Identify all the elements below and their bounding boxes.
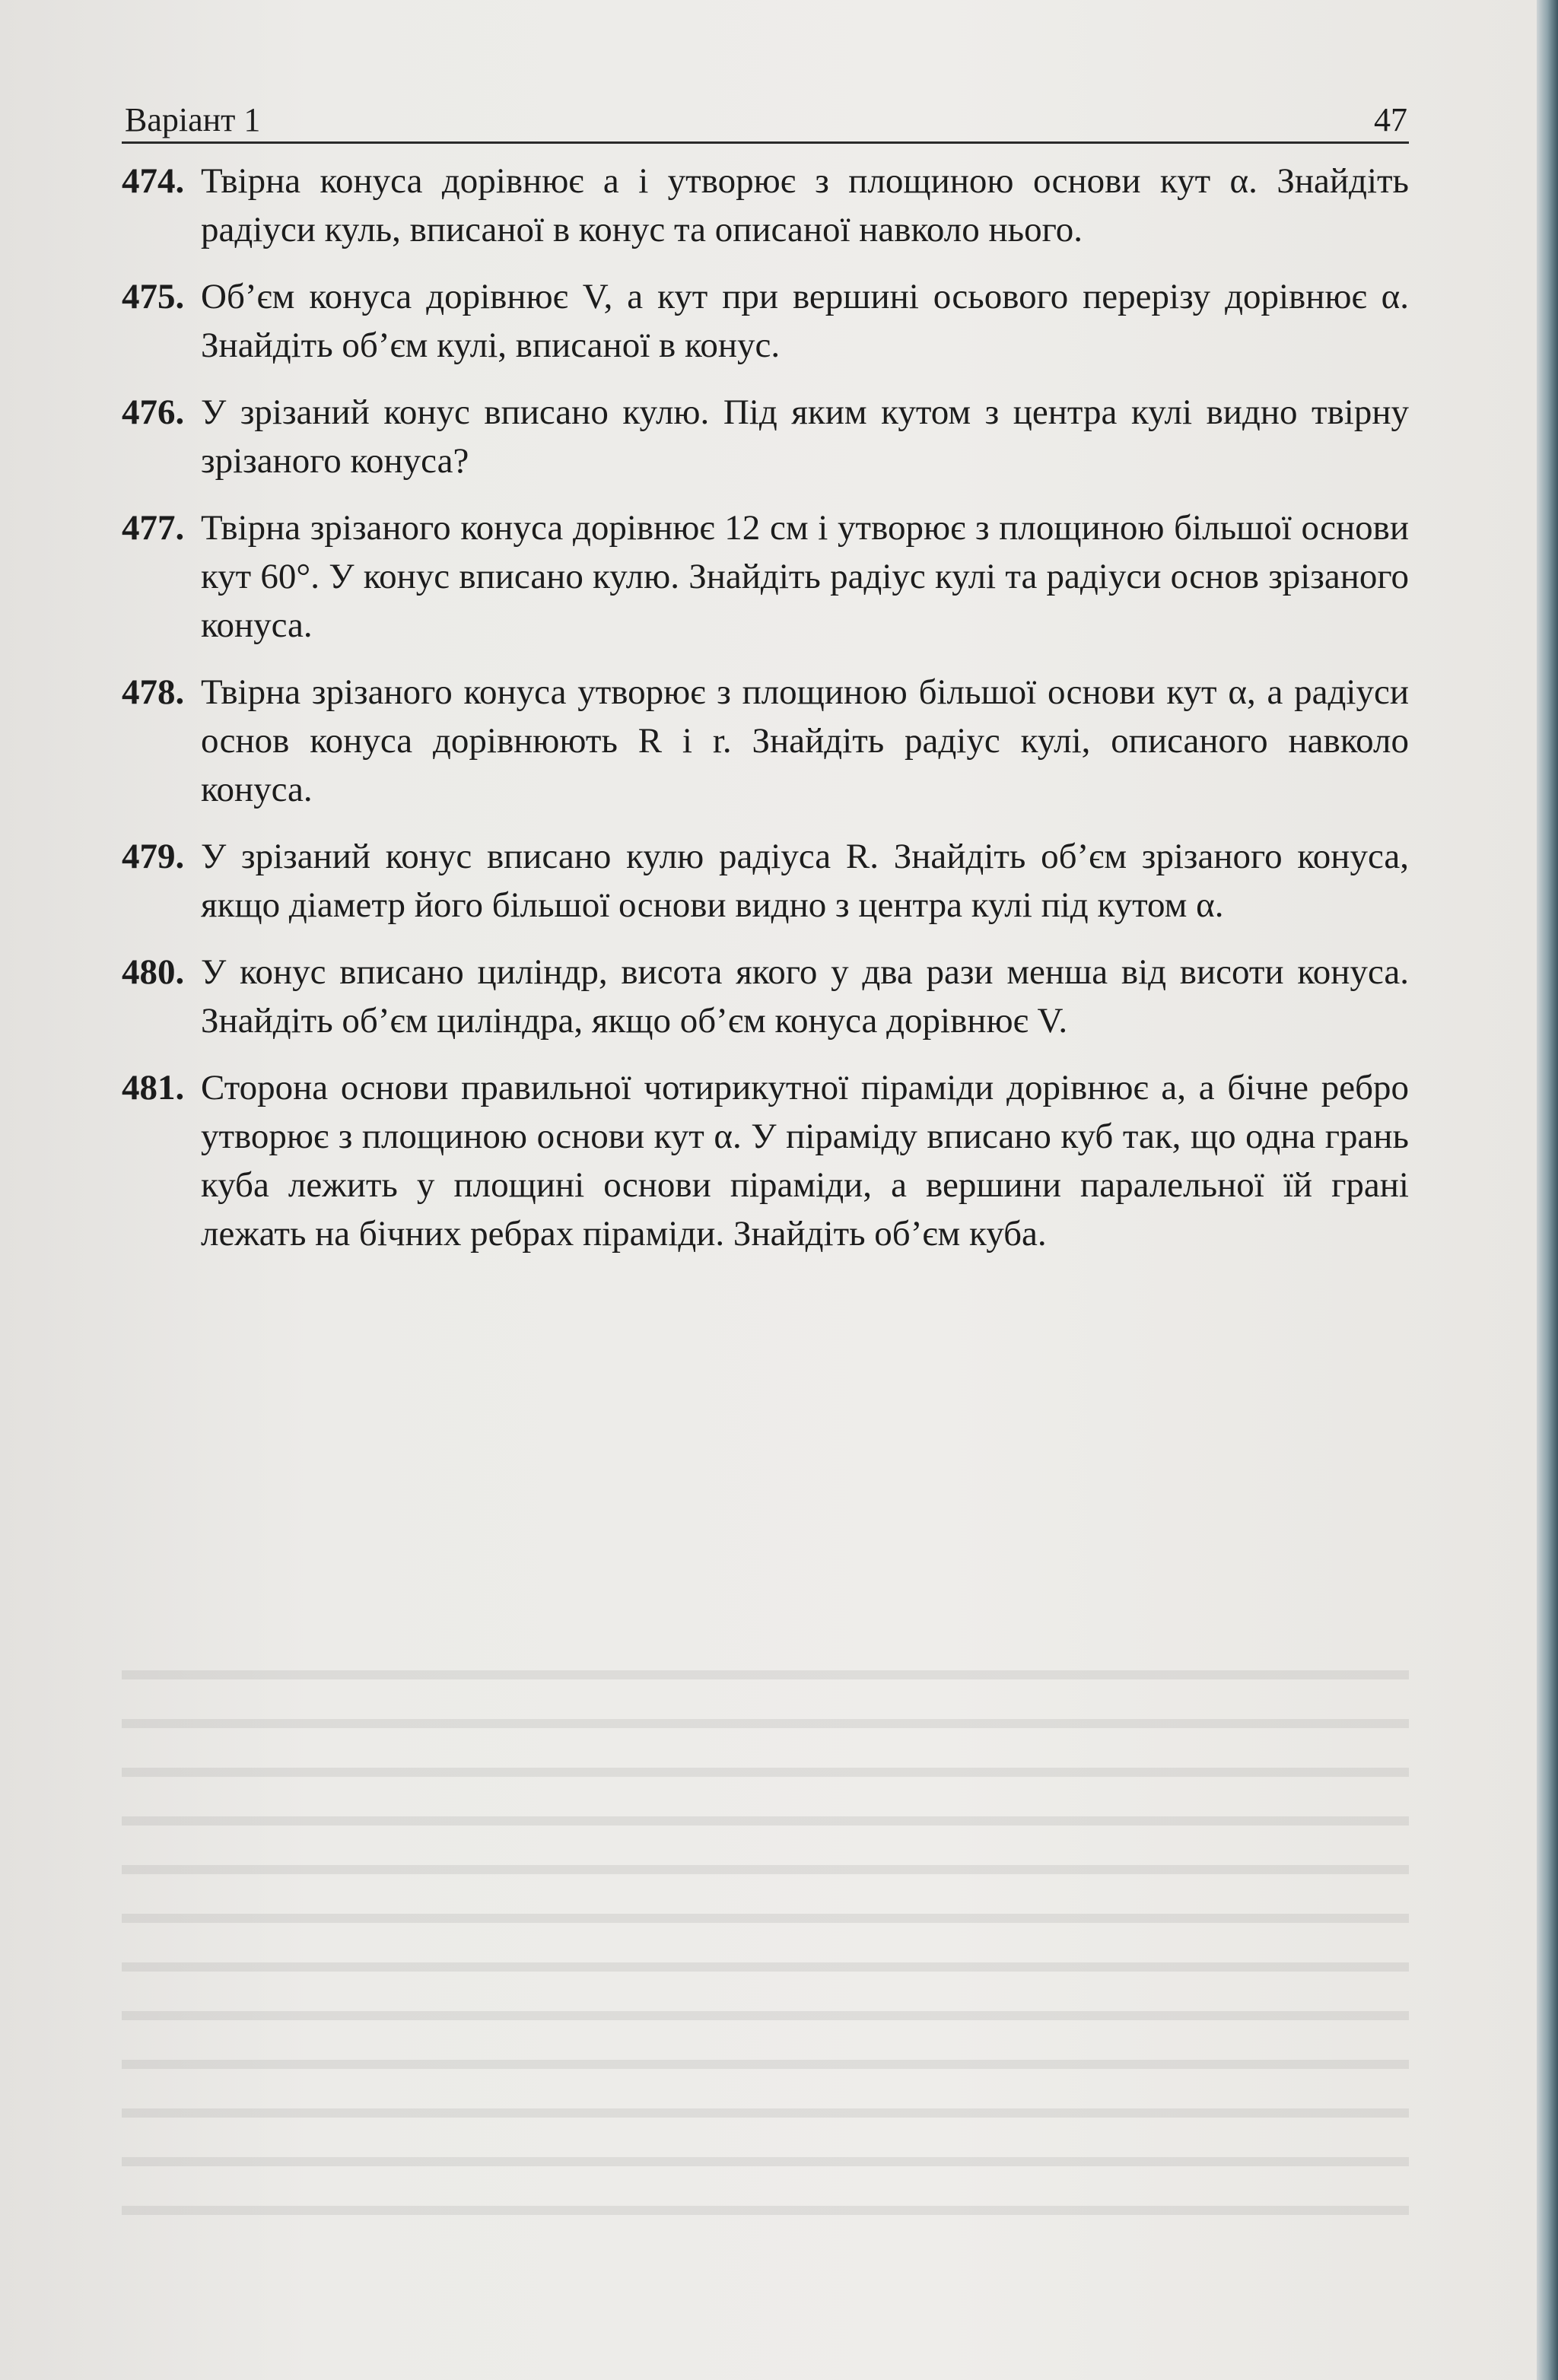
problem-text: Твірна зрізаного конуса утворює з площиною більшої основи кут α, а радіуси основ конуса дорівнюють R і r. Знайдіть радіус кулі, описаного навколо конуса. bbox=[201, 672, 1409, 809]
problem-text: У зрізаний конус вписано кулю. Під яким кутом з центра кулі видно твірну зрізаного конуса? bbox=[201, 392, 1409, 481]
problem-number: 479. bbox=[122, 837, 185, 876]
problem-text: У зрізаний конус вписано кулю радіуса R. Знайдіть об’єм зрізаного конуса, якщо діаметр його більшої основи видно з центра кулі під кутом α. bbox=[201, 837, 1409, 925]
problem-text: Сторона основи правильної чотирикутної піраміди дорівнює a, а бічне ребро утворює з площиною основи кут α. У піраміду вписано куб так, що одна грань куба лежить у площині основи піраміди, а вершини паралельної їй грані лежать на бічних ребрах піраміди. Знайдіть об’єм куба. bbox=[201, 1068, 1409, 1254]
problem-text: Твірна зрізаного конуса дорівнює 12 см і утворює з площиною більшої основи кут 60°. У конус вписано кулю. Знайдіть радіус кулі та радіуси основ зрізаного конуса. bbox=[201, 508, 1409, 645]
problem-number: 476. bbox=[122, 392, 185, 432]
problem-list bbox=[122, 157, 1409, 1276]
show-through-texture bbox=[122, 1635, 1409, 2244]
problem-474 bbox=[122, 157, 1409, 254]
page-header bbox=[122, 90, 1409, 144]
problem-480 bbox=[122, 948, 1409, 1045]
problem-number: 478. bbox=[122, 672, 185, 712]
problem-text: У конус вписано циліндр, висота якого у два рази менша від висоти конуса. Знайдіть об’єм циліндра, якщо об’єм конуса дорівнює V. bbox=[201, 952, 1409, 1041]
problem-478 bbox=[122, 668, 1409, 814]
problem-475 bbox=[122, 272, 1409, 370]
problem-text: Твірна конуса дорівнює a і утворює з площиною основи кут α. Знайдіть радіуси куль, вписаної в конус та описаної навколо нього. bbox=[201, 161, 1409, 249]
problem-number: 474. bbox=[122, 161, 185, 201]
problem-number: 475. bbox=[122, 277, 185, 316]
variant-label: Варіант 1 bbox=[125, 101, 261, 138]
problem-text: Об’єм конуса дорівнює V, а кут при вершині осьового перерізу дорівнює α. Знайдіть об’єм кулі, вписаної в конус. bbox=[201, 277, 1409, 365]
page-edge-strip bbox=[1537, 0, 1558, 2380]
problem-number: 477. bbox=[122, 508, 185, 548]
problem-479 bbox=[122, 832, 1409, 929]
problem-number: 481. bbox=[122, 1068, 185, 1107]
page-number: 47 bbox=[1374, 101, 1407, 138]
problem-477 bbox=[122, 504, 1409, 650]
problem-481 bbox=[122, 1063, 1409, 1258]
problem-number: 480. bbox=[122, 952, 185, 992]
problem-476 bbox=[122, 388, 1409, 485]
